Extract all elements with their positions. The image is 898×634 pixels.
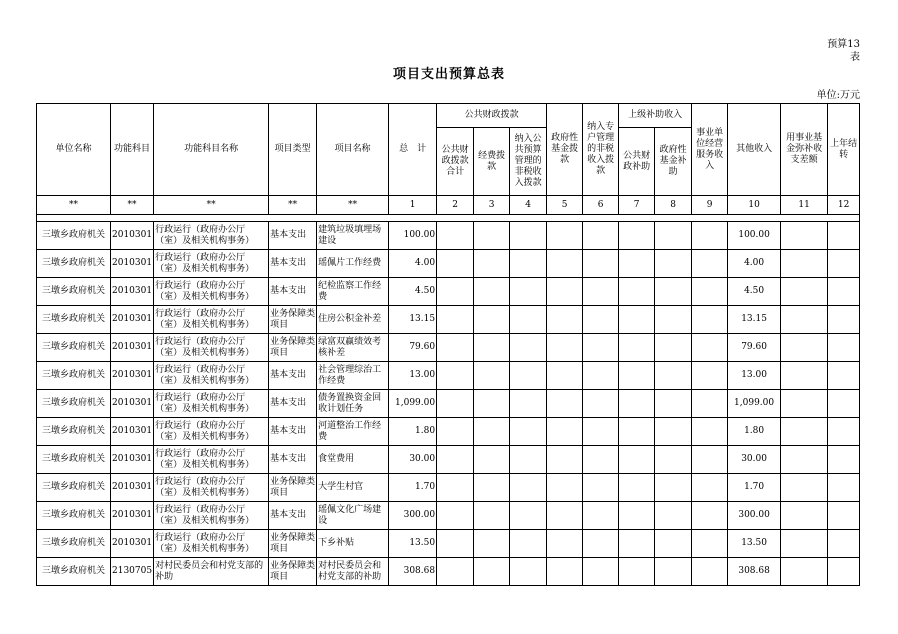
cell-reserve (781, 502, 828, 530)
cell-project-name: 食堂费用 (317, 446, 389, 474)
cell-gov-fund (547, 446, 583, 474)
cell-func-name: 行政运行（政府办公厅（室）及相关机构事务） (154, 334, 269, 362)
cell-other-income: 308.68 (728, 558, 781, 586)
cell-ss-govfund (655, 390, 692, 418)
cell-unit-name: 三墩乡政府机关 (37, 306, 111, 334)
cell-business-income (692, 502, 728, 530)
cell-project-type: 基本支出 (269, 250, 317, 278)
cell-gov-fund (547, 390, 583, 418)
cell-reserve (781, 390, 828, 418)
cell-nontax-special (583, 250, 619, 278)
cell-unit-name: 三墩乡政府机关 (37, 362, 111, 390)
cell-carryover (828, 362, 860, 390)
cell-pf-funding (474, 390, 510, 418)
cell-pf-nontax (510, 278, 547, 306)
cell-pf-funding (474, 250, 510, 278)
page-title: 项目支出预算总表 (392, 67, 505, 82)
cell-pf-nontax (510, 502, 547, 530)
cell-reserve (781, 222, 828, 250)
cell-pf-total (437, 502, 474, 530)
cell-ss-public (619, 250, 655, 278)
cell-other-income: 1.70 (728, 474, 781, 502)
cell-nontax-special (583, 530, 619, 558)
cell-pf-total (437, 306, 474, 334)
header-gov-fund: 政府性基金拨款 (547, 104, 583, 196)
cell-reserve (781, 446, 828, 474)
cell-project-name: 纪检监察工作经费 (317, 278, 389, 306)
cell-carryover (828, 558, 860, 586)
cell-pf-funding (474, 474, 510, 502)
cell-pf-total (437, 558, 474, 586)
cell-project-type: 基本支出 (269, 362, 317, 390)
index-cell: 4 (510, 196, 547, 215)
cell-project-name: 债务置换资金回收计划任务 (317, 390, 389, 418)
table-row (37, 558, 860, 586)
header-public-finance: 公共财政拨款 (437, 104, 547, 128)
cell-nontax-special (583, 418, 619, 446)
index-cell: ** (111, 196, 154, 215)
header-project-type: 项目类型 (269, 104, 317, 196)
cell-gov-fund (547, 250, 583, 278)
cell-ss-public (619, 362, 655, 390)
cell-func-code: 2010301 (111, 446, 154, 474)
cell-business-income (692, 558, 728, 586)
cell-total: 4.50 (389, 278, 437, 306)
cell-pf-nontax (510, 362, 547, 390)
cell-ss-public (619, 474, 655, 502)
cell-pf-total (437, 474, 474, 502)
index-cell: 2 (437, 196, 474, 215)
cell-pf-total (437, 250, 474, 278)
table-row (37, 502, 860, 530)
index-cell: ** (317, 196, 389, 215)
index-cell: 1 (389, 196, 437, 215)
cell-project-type: 业务保障类项目 (269, 306, 317, 334)
cell-reserve (781, 474, 828, 502)
cell-func-name: 行政运行（政府办公厅（室）及相关机构事务） (154, 250, 269, 278)
cell-func-code: 2010301 (111, 530, 154, 558)
cell-func-name: 行政运行（政府办公厅（室）及相关机构事务） (154, 474, 269, 502)
cell-other-income: 4.50 (728, 278, 781, 306)
table-row (37, 334, 860, 362)
cell-func-name: 行政运行（政府办公厅（室）及相关机构事务） (154, 418, 269, 446)
cell-gov-fund (547, 306, 583, 334)
cell-other-income: 79.60 (728, 334, 781, 362)
cell-project-type: 业务保障类项目 (269, 334, 317, 362)
cell-reserve (781, 362, 828, 390)
cell-gov-fund (547, 362, 583, 390)
cell-pf-funding (474, 558, 510, 586)
cell-func-name: 行政运行（政府办公厅（室）及相关机构事务） (154, 530, 269, 558)
cell-unit-name: 三墩乡政府机关 (37, 390, 111, 418)
cell-nontax-special (583, 278, 619, 306)
index-cell: 9 (692, 196, 728, 215)
cell-carryover (828, 250, 860, 278)
header-unit-name: 单位名称 (37, 104, 111, 196)
cell-unit-name: 三墩乡政府机关 (37, 474, 111, 502)
cell-total: 100.00 (389, 222, 437, 250)
cell-project-type: 基本支出 (269, 222, 317, 250)
cell-ss-public (619, 446, 655, 474)
cell-unit-name: 三墩乡政府机关 (37, 222, 111, 250)
cell-pf-total (437, 530, 474, 558)
cell-func-code: 2010301 (111, 334, 154, 362)
cell-nontax-special (583, 502, 619, 530)
table-body (37, 222, 860, 586)
cell-pf-funding (474, 278, 510, 306)
cell-total: 13.15 (389, 306, 437, 334)
form-code-line2: 表 (850, 52, 860, 63)
cell-carryover (828, 446, 860, 474)
cell-other-income: 1,099.00 (728, 390, 781, 418)
cell-unit-name: 三墩乡政府机关 (37, 418, 111, 446)
cell-business-income (692, 250, 728, 278)
cell-other-income: 13.00 (728, 362, 781, 390)
index-cell: 10 (728, 196, 781, 215)
cell-business-income (692, 530, 728, 558)
cell-pf-total (437, 418, 474, 446)
index-cell: ** (269, 196, 317, 215)
cell-reserve (781, 306, 828, 334)
cell-project-type: 基本支出 (269, 278, 317, 306)
cell-unit-name: 三墩乡政府机关 (37, 558, 111, 586)
cell-business-income (692, 474, 728, 502)
cell-pf-total (437, 278, 474, 306)
header-pf-funding: 经费拨款 (474, 128, 510, 196)
cell-unit-name: 三墩乡政府机关 (37, 502, 111, 530)
cell-other-income: 4.00 (728, 250, 781, 278)
cell-business-income (692, 362, 728, 390)
table-row (37, 222, 860, 250)
cell-pf-total (437, 446, 474, 474)
cell-business-income (692, 418, 728, 446)
header-pf-nontax: 纳入公共预算管理的非税收入拨款 (510, 128, 547, 196)
cell-gov-fund (547, 474, 583, 502)
cell-gov-fund (547, 530, 583, 558)
cell-ss-public (619, 530, 655, 558)
budget-table (36, 103, 860, 586)
index-cell: 3 (474, 196, 510, 215)
cell-func-code: 2010301 (111, 278, 154, 306)
cell-project-name: 绿富双赢绩效考核补差 (317, 334, 389, 362)
cell-func-code: 2010301 (111, 222, 154, 250)
cell-ss-govfund (655, 446, 692, 474)
cell-total: 30.00 (389, 446, 437, 474)
cell-unit-name: 三墩乡政府机关 (37, 530, 111, 558)
cell-project-name: 瑶佩文化广场建设 (317, 502, 389, 530)
header-func-name: 功能科目名称 (154, 104, 269, 196)
cell-project-name: 建筑垃圾填埋场建设 (317, 222, 389, 250)
cell-ss-govfund (655, 222, 692, 250)
cell-nontax-special (583, 222, 619, 250)
cell-reserve (781, 530, 828, 558)
header-other-income: 其他收入 (728, 104, 781, 196)
cell-project-type: 业务保障类项目 (269, 558, 317, 586)
cell-func-code: 2130705 (111, 558, 154, 586)
cell-total: 1.80 (389, 418, 437, 446)
cell-project-name: 社会管理综治工作经费 (317, 362, 389, 390)
cell-gov-fund (547, 502, 583, 530)
cell-nontax-special (583, 558, 619, 586)
cell-total: 308.68 (389, 558, 437, 586)
table-row (37, 530, 860, 558)
cell-ss-public (619, 418, 655, 446)
unit-label: 单位:万元 (816, 90, 860, 101)
cell-pf-funding (474, 362, 510, 390)
cell-carryover (828, 418, 860, 446)
cell-func-name: 行政运行（政府办公厅（室）及相关机构事务） (154, 278, 269, 306)
cell-pf-nontax (510, 250, 547, 278)
cell-carryover (828, 334, 860, 362)
cell-project-name: 河道整治工作经费 (317, 418, 389, 446)
cell-pf-total (437, 362, 474, 390)
cell-carryover (828, 530, 860, 558)
cell-gov-fund (547, 418, 583, 446)
cell-pf-nontax (510, 474, 547, 502)
cell-project-type: 基本支出 (269, 446, 317, 474)
cell-ss-govfund (655, 418, 692, 446)
cell-project-type: 基本支出 (269, 390, 317, 418)
cell-func-code: 2010301 (111, 474, 154, 502)
cell-nontax-special (583, 362, 619, 390)
cell-business-income (692, 334, 728, 362)
cell-func-name: 行政运行（政府办公厅（室）及相关机构事务） (154, 362, 269, 390)
cell-other-income: 13.50 (728, 530, 781, 558)
cell-ss-public (619, 278, 655, 306)
cell-func-name: 行政运行（政府办公厅（室）及相关机构事务） (154, 222, 269, 250)
table-row (37, 474, 860, 502)
cell-ss-public (619, 306, 655, 334)
cell-pf-funding (474, 418, 510, 446)
cell-func-name: 行政运行（政府办公厅（室）及相关机构事务） (154, 446, 269, 474)
cell-pf-funding (474, 334, 510, 362)
header-carryover: 上年结转 (828, 104, 860, 196)
cell-nontax-special (583, 306, 619, 334)
cell-pf-total (437, 334, 474, 362)
cell-unit-name: 三墩乡政府机关 (37, 446, 111, 474)
cell-pf-total (437, 390, 474, 418)
cell-project-type: 基本支出 (269, 418, 317, 446)
cell-pf-nontax (510, 558, 547, 586)
cell-pf-total (437, 222, 474, 250)
cell-pf-funding (474, 446, 510, 474)
cell-func-code: 2010301 (111, 250, 154, 278)
cell-business-income (692, 222, 728, 250)
table-row (37, 390, 860, 418)
cell-total: 79.60 (389, 334, 437, 362)
cell-gov-fund (547, 278, 583, 306)
cell-business-income (692, 306, 728, 334)
header-nontax-special: 纳入专户管理的非税收入拨款 (583, 104, 619, 196)
cell-pf-nontax (510, 530, 547, 558)
cell-project-name: 大学生村官 (317, 474, 389, 502)
index-cell: 11 (781, 196, 828, 215)
cell-ss-govfund (655, 474, 692, 502)
cell-ss-govfund (655, 530, 692, 558)
cell-pf-funding (474, 530, 510, 558)
cell-pf-funding (474, 306, 510, 334)
cell-other-income: 1.80 (728, 418, 781, 446)
cell-total: 4.00 (389, 250, 437, 278)
cell-unit-name: 三墩乡政府机关 (37, 250, 111, 278)
cell-other-income: 100.00 (728, 222, 781, 250)
cell-gov-fund (547, 334, 583, 362)
cell-ss-govfund (655, 362, 692, 390)
spacer-row (37, 215, 860, 222)
cell-pf-funding (474, 502, 510, 530)
cell-pf-nontax (510, 390, 547, 418)
form-code-line1: 预算13 (827, 39, 860, 50)
index-cell: 7 (619, 196, 655, 215)
cell-reserve (781, 278, 828, 306)
cell-project-type: 基本支出 (269, 502, 317, 530)
cell-project-name: 下乡补贴 (317, 530, 389, 558)
header-total: 总 计 (389, 104, 437, 196)
cell-gov-fund (547, 558, 583, 586)
cell-ss-public (619, 390, 655, 418)
cell-reserve (781, 334, 828, 362)
cell-carryover (828, 502, 860, 530)
cell-reserve (781, 558, 828, 586)
cell-ss-govfund (655, 558, 692, 586)
cell-ss-govfund (655, 334, 692, 362)
index-cell: 5 (547, 196, 583, 215)
cell-ss-govfund (655, 278, 692, 306)
cell-pf-funding (474, 222, 510, 250)
header-index-row (37, 196, 860, 215)
index-cell: 8 (655, 196, 692, 215)
cell-func-name: 行政运行（政府办公厅（室）及相关机构事务） (154, 306, 269, 334)
cell-func-name: 对村民委员会和村党支部的补助 (154, 558, 269, 586)
cell-project-type: 业务保障类项目 (269, 530, 317, 558)
cell-ss-public (619, 222, 655, 250)
header-ss-govfund: 政府性基金补助 (655, 128, 692, 196)
cell-business-income (692, 390, 728, 418)
header-superior-subsidy: 上级补助收入 (619, 104, 692, 128)
table-row (37, 250, 860, 278)
index-cell: ** (154, 196, 269, 215)
cell-pf-nontax (510, 418, 547, 446)
cell-carryover (828, 306, 860, 334)
cell-total: 13.50 (389, 530, 437, 558)
index-cell: ** (37, 196, 111, 215)
header-func-code: 功能科目 (111, 104, 154, 196)
cell-other-income: 300.00 (728, 502, 781, 530)
cell-total: 1,099.00 (389, 390, 437, 418)
cell-ss-govfund (655, 502, 692, 530)
cell-nontax-special (583, 390, 619, 418)
cell-func-code: 2010301 (111, 418, 154, 446)
cell-total: 300.00 (389, 502, 437, 530)
cell-func-name: 行政运行（政府办公厅（室）及相关机构事务） (154, 390, 269, 418)
cell-pf-nontax (510, 334, 547, 362)
cell-reserve (781, 418, 828, 446)
cell-project-name: 住房公积金补差 (317, 306, 389, 334)
table-row (37, 362, 860, 390)
cell-total: 1.70 (389, 474, 437, 502)
header-project-name: 项目名称 (317, 104, 389, 196)
cell-pf-nontax (510, 446, 547, 474)
table-row (37, 306, 860, 334)
cell-pf-nontax (510, 222, 547, 250)
cell-nontax-special (583, 474, 619, 502)
cell-func-code: 2010301 (111, 306, 154, 334)
cell-unit-name: 三墩乡政府机关 (37, 334, 111, 362)
table-row (37, 418, 860, 446)
cell-carryover (828, 278, 860, 306)
header-pf-total: 公共财政拨款合计 (437, 128, 474, 196)
header-reserve: 用事业基金弥补收支差额 (781, 104, 828, 196)
cell-project-name: 瑶佩片工作经费 (317, 250, 389, 278)
cell-func-code: 2010301 (111, 362, 154, 390)
cell-ss-public (619, 502, 655, 530)
cell-pf-nontax (510, 306, 547, 334)
cell-func-code: 2010301 (111, 502, 154, 530)
cell-gov-fund (547, 222, 583, 250)
cell-carryover (828, 474, 860, 502)
cell-carryover (828, 222, 860, 250)
cell-nontax-special (583, 446, 619, 474)
cell-business-income (692, 278, 728, 306)
cell-other-income: 30.00 (728, 446, 781, 474)
cell-business-income (692, 446, 728, 474)
cell-project-name: 对村民委员会和村党支部的补助 (317, 558, 389, 586)
cell-other-income: 13.15 (728, 306, 781, 334)
cell-ss-govfund (655, 306, 692, 334)
cell-total: 13.00 (389, 362, 437, 390)
cell-ss-public (619, 334, 655, 362)
index-cell: 12 (828, 196, 860, 215)
cell-func-name: 行政运行（政府办公厅（室）及相关机构事务） (154, 502, 269, 530)
cell-reserve (781, 250, 828, 278)
form-code (827, 38, 860, 64)
cell-ss-govfund (655, 250, 692, 278)
cell-func-code: 2010301 (111, 390, 154, 418)
table-row (37, 278, 860, 306)
header-business-income: 事业单位经营服务收入 (692, 104, 728, 196)
cell-nontax-special (583, 334, 619, 362)
header-ss-public: 公共财政补助 (619, 128, 655, 196)
index-cell: 6 (583, 196, 619, 215)
cell-ss-public (619, 558, 655, 586)
cell-unit-name: 三墩乡政府机关 (37, 278, 111, 306)
cell-project-type: 业务保障类项目 (269, 474, 317, 502)
table-row (37, 446, 860, 474)
cell-carryover (828, 390, 860, 418)
